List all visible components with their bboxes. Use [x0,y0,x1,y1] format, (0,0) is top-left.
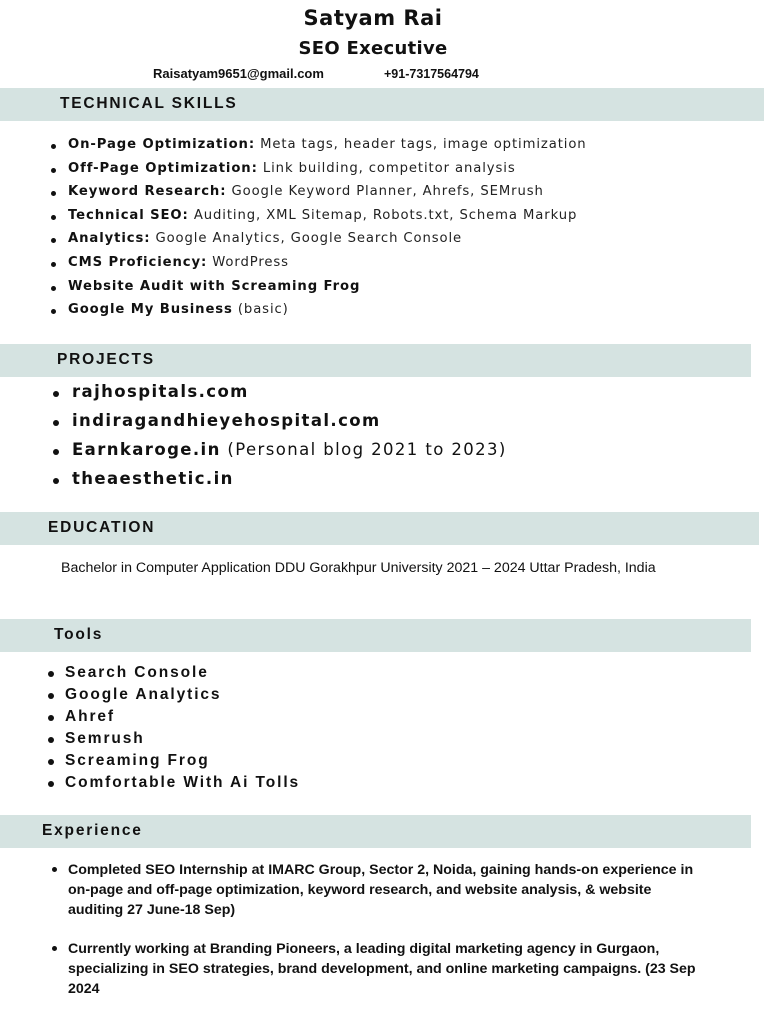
list-item: On-Page Optimization: Meta tags, header tags, image optimization [68,137,587,161]
section-title: Experience [42,822,143,839]
technical-skills-list [68,137,587,326]
list-item: Screaming Frog [65,752,300,774]
section-title: TECHNICAL SKILLS [60,95,238,112]
list-item: Keyword Research: Google Keyword Planner, Ahrefs, SEMrush [68,184,587,208]
list-item: Google My Business (basic) [68,302,587,326]
list-item: Search Console [65,664,300,686]
education-text: Bachelor in Computer Application DDU Gorakhpur University 2021 – 2024 Uttar Pradesh, India [61,560,656,576]
list-item: CMS Proficiency: WordPress [68,255,587,279]
education-header [0,512,759,545]
list-item: rajhospitals.com [72,382,507,411]
list-item: Ahref [65,708,300,730]
section-title: EDUCATION [48,519,156,536]
list-item: Website Audit with Screaming Frog [68,279,587,303]
projects-list [72,382,507,498]
list-item: Completed SEO Internship at IMARC Group, Sector 2, Noida, gaining hands-on experience in on-page and off-page optimization, keyword research, and website analysis, & website auditing 27 June-18 Sep) [68,860,708,920]
tools-list [65,664,300,796]
resume-name: Satyam Rai [303,6,443,30]
list-item: Earnkaroge.in (Personal blog 2021 to 2023) [72,440,507,469]
list-item: Comfortable With Ai Tolls [65,774,300,796]
list-item: Semrush [65,730,300,752]
tools-header [0,619,751,652]
list-item: indiragandhieyehospital.com [72,411,507,440]
job-title: SEO Executive [298,38,448,59]
list-item: Technical SEO: Auditing, XML Sitemap, Robots.txt, Schema Markup [68,208,587,232]
list-item: theaesthetic.in [72,469,507,498]
list-item: Google Analytics [65,686,300,708]
experience-header [0,815,751,848]
phone-number: +91-7317564794 [384,67,479,81]
email-address: Raisatyam9651@gmail.com [153,66,324,81]
list-item: Currently working at Branding Pioneers, a leading digital marketing agency in Gurgaon, specializing in SEO strategies, brand development, and online marketing campaigns. (23 Sep 2024 [68,939,708,999]
technical-skills-header [0,88,764,121]
list-item: Analytics: Google Analytics, Google Search Console [68,231,587,255]
projects-header [0,344,751,377]
list-item: Off-Page Optimization: Link building, competitor analysis [68,161,587,185]
section-title: Tools [54,626,104,643]
section-title: PROJECTS [57,351,155,368]
experience-list [68,860,708,999]
